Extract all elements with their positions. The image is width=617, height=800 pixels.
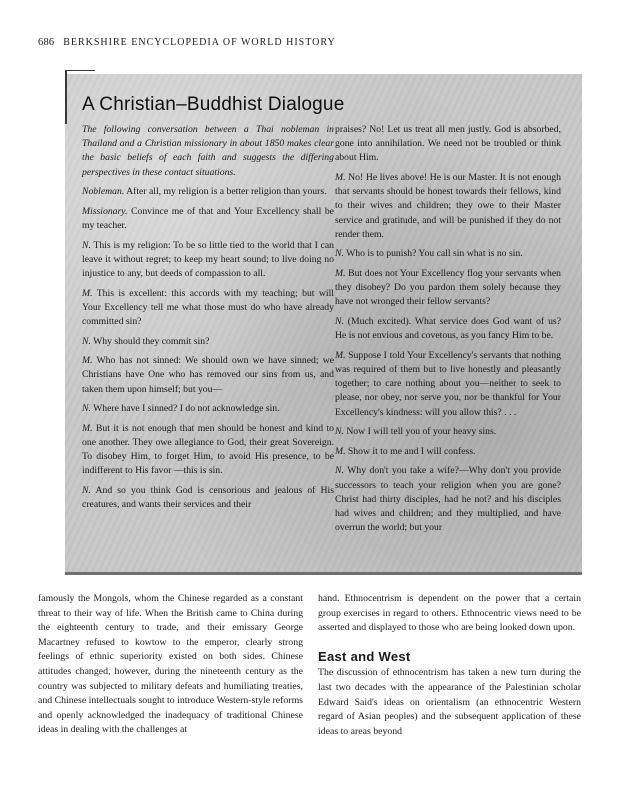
dialogue-text: praises? No! Let us treat all men justly. God is absorbed, gone into annihilation. We need not be troubled or think about Him.: [335, 124, 561, 164]
page-number: 686: [38, 37, 55, 48]
running-head: [38, 37, 336, 48]
running-title: BERKSHIRE ENCYCLOPEDIA OF WORLD HISTORY: [63, 37, 336, 48]
speaker-label: M.: [82, 422, 93, 434]
speaker-label: M.: [335, 349, 346, 361]
sidebar-left-paragraphs: [82, 185, 334, 512]
dialogue-paragraph: [335, 267, 561, 310]
dialogue-paragraph: [82, 239, 334, 282]
speaker-label: M.: [82, 287, 93, 299]
dialogue-text: This is my religion: To be so little tied to the world that I can leave it without regret; to keep my heart sound; to live doing no injustice to any, but deeds of compassion to all.: [82, 239, 334, 279]
dialogue-text: Who has not sinned: We should own we have sinned; we Christians have One who has removed our sins from us, and taken them upon himself; but you—: [82, 355, 334, 395]
speaker-label: N.: [335, 248, 344, 260]
body-right-column: [318, 592, 581, 739]
dialogue-text: Now I will tell you of your heavy sins.: [343, 426, 497, 438]
dialogue-text: Suppose I told Your Excellency's servants that nothing was required of them but to live honestly and pleasantly together; to care nothing about you—neither to seek to please, nor obey, nor serve you, nor be thankful for Your Excellency's kindness: will you allow this? . . .: [335, 349, 561, 418]
dialogue-text: (Much excited). What service does God want of us? He is not envious and covetous, as you fancy Him to be.: [335, 316, 561, 342]
body-paragraph: hand. Ethnocentrism is dependent on the power that a certain group exercises in regard to others. Ethnocentric views need to be asserted and displayed to those who are being looked down upon.: [318, 593, 581, 634]
dialogue-paragraph: [82, 205, 334, 233]
speaker-label: Nobleman.: [82, 186, 125, 198]
dialogue-text: But does not Your Excellency flog your servants when they disobey? Do you pardon them solely because they have not wronged their fellow servants?: [335, 268, 561, 308]
sidebar-intro: The following conversation between a Thai nobleman in Thailand and a Christian missionary in about 1850 makes clear the basic beliefs of each faith and suggests the differing perspectives in these contact situations.: [82, 124, 334, 178]
speaker-label: N.: [82, 484, 91, 496]
speaker-label: N.: [335, 426, 344, 438]
speaker-label: N.: [335, 316, 344, 327]
dialogue-paragraph: [82, 354, 334, 397]
dialogue-paragraph: [82, 402, 334, 416]
dialogue-text: Why should they commit sin?: [90, 335, 210, 347]
dialogue-paragraph: [335, 425, 561, 439]
dialogue-paragraph: [335, 247, 561, 261]
sidebar-title: A Christian–Buddhist Dialogue: [82, 94, 345, 115]
dialogue-paragraph: [335, 464, 561, 535]
speaker-label: Missionary.: [82, 205, 128, 217]
sidebar-rule: [65, 70, 67, 124]
speaker-label: N.: [82, 239, 91, 251]
dialogue-paragraph: [335, 445, 561, 459]
speaker-label: M.: [82, 355, 93, 367]
dialogue-text: After all, my religion is a better religion than yours.: [124, 186, 327, 198]
dialogue-paragraph: [82, 287, 334, 330]
sidebar-right-column: [335, 123, 561, 541]
section-heading: East and West: [318, 648, 411, 664]
speaker-label: M.: [335, 268, 346, 279]
dialogue-text: Why don't you take a wife?—Why don't you provide successors to teach your religion when you are gone? Christ had thirty disciples, had he not? and his disciples had wives and children; and they multiplied, and have overrun the world; but your: [335, 465, 561, 534]
dialogue-paragraph: [82, 484, 334, 512]
body-left-column: [38, 592, 303, 738]
dialogue-paragraph: [82, 185, 334, 199]
speaker-label: M.: [335, 445, 346, 457]
speaker-label: N.: [82, 335, 91, 347]
dialogue-text: And so you think God is censorious and jealous of His creatures, and wants their services and their: [82, 484, 334, 511]
dialogue-text: Who is to punish? You call sin what is no sin.: [343, 248, 523, 260]
dialogue-paragraph: [335, 171, 561, 242]
dialogue-paragraph: [335, 123, 561, 166]
dialogue-text: But it is not enough that men should be honest and kind to one another. They owe allegiance to God, their great Sovereign. To disobey Him, to forget Him, to avoid His presence, to be indifferent to His favor —this is sin.: [82, 422, 334, 477]
sidebar-rule-tick: [65, 70, 95, 71]
sidebar-left-column: [82, 123, 334, 518]
body-paragraph: The discussion of ethnocentrism has taken a new turn during the last two decades with the appearance of the Palestinian scholar Edward Said's ideas on orientalism (an ethnocentric Western regard of Asian peoples) and the subsequent application of these ideas to areas beyond: [318, 667, 581, 737]
speaker-label: M.: [335, 172, 346, 183]
speaker-label: N.: [82, 403, 91, 415]
dialogue-text: This is excellent: this accords with my teaching; but will Your Excellency tell me what those must do who have already committed sin?: [82, 287, 334, 327]
dialogue-text: No! He lives above! He is our Master. It is not enough that servants should be honest towards their fellows, kind to their wives and children; they owe to their Master service and gratitude, and will be punished if they do not render them.: [335, 172, 561, 240]
dialogue-paragraph: [82, 422, 334, 479]
dialogue-text: Convince me of that and Your Excellency shall be my teacher.: [82, 205, 334, 231]
dialogue-paragraph: [82, 335, 334, 349]
dialogue-paragraph: [335, 349, 561, 420]
body-paragraph: famously the Mongols, whom the Chinese regarded as a constant threat to their way of life. When the British came to China during the eighteenth century to trade, and their emissary George Macartney refused to kowtow to the emperor, clearly strong feelings of ethnic superiority existed on both sides. Chinese attitudes changed, however, during the nineteenth century as the country was subjected to military defeats and humiliating treaties, and Chinese intellectuals sought to introduce Western-style reforms and openly acknowledged the inadequacy of traditional Chinese ideas in dealing with the challenges at: [38, 593, 303, 736]
dialogue-paragraph: [335, 315, 561, 343]
speaker-label: N.: [335, 465, 344, 477]
dialogue-text: Where have I sinned? I do not acknowledge sin.: [90, 403, 280, 415]
dialogue-text: Show it to me and I will confess.: [345, 445, 476, 457]
sidebar-right-paragraphs: [335, 123, 561, 535]
